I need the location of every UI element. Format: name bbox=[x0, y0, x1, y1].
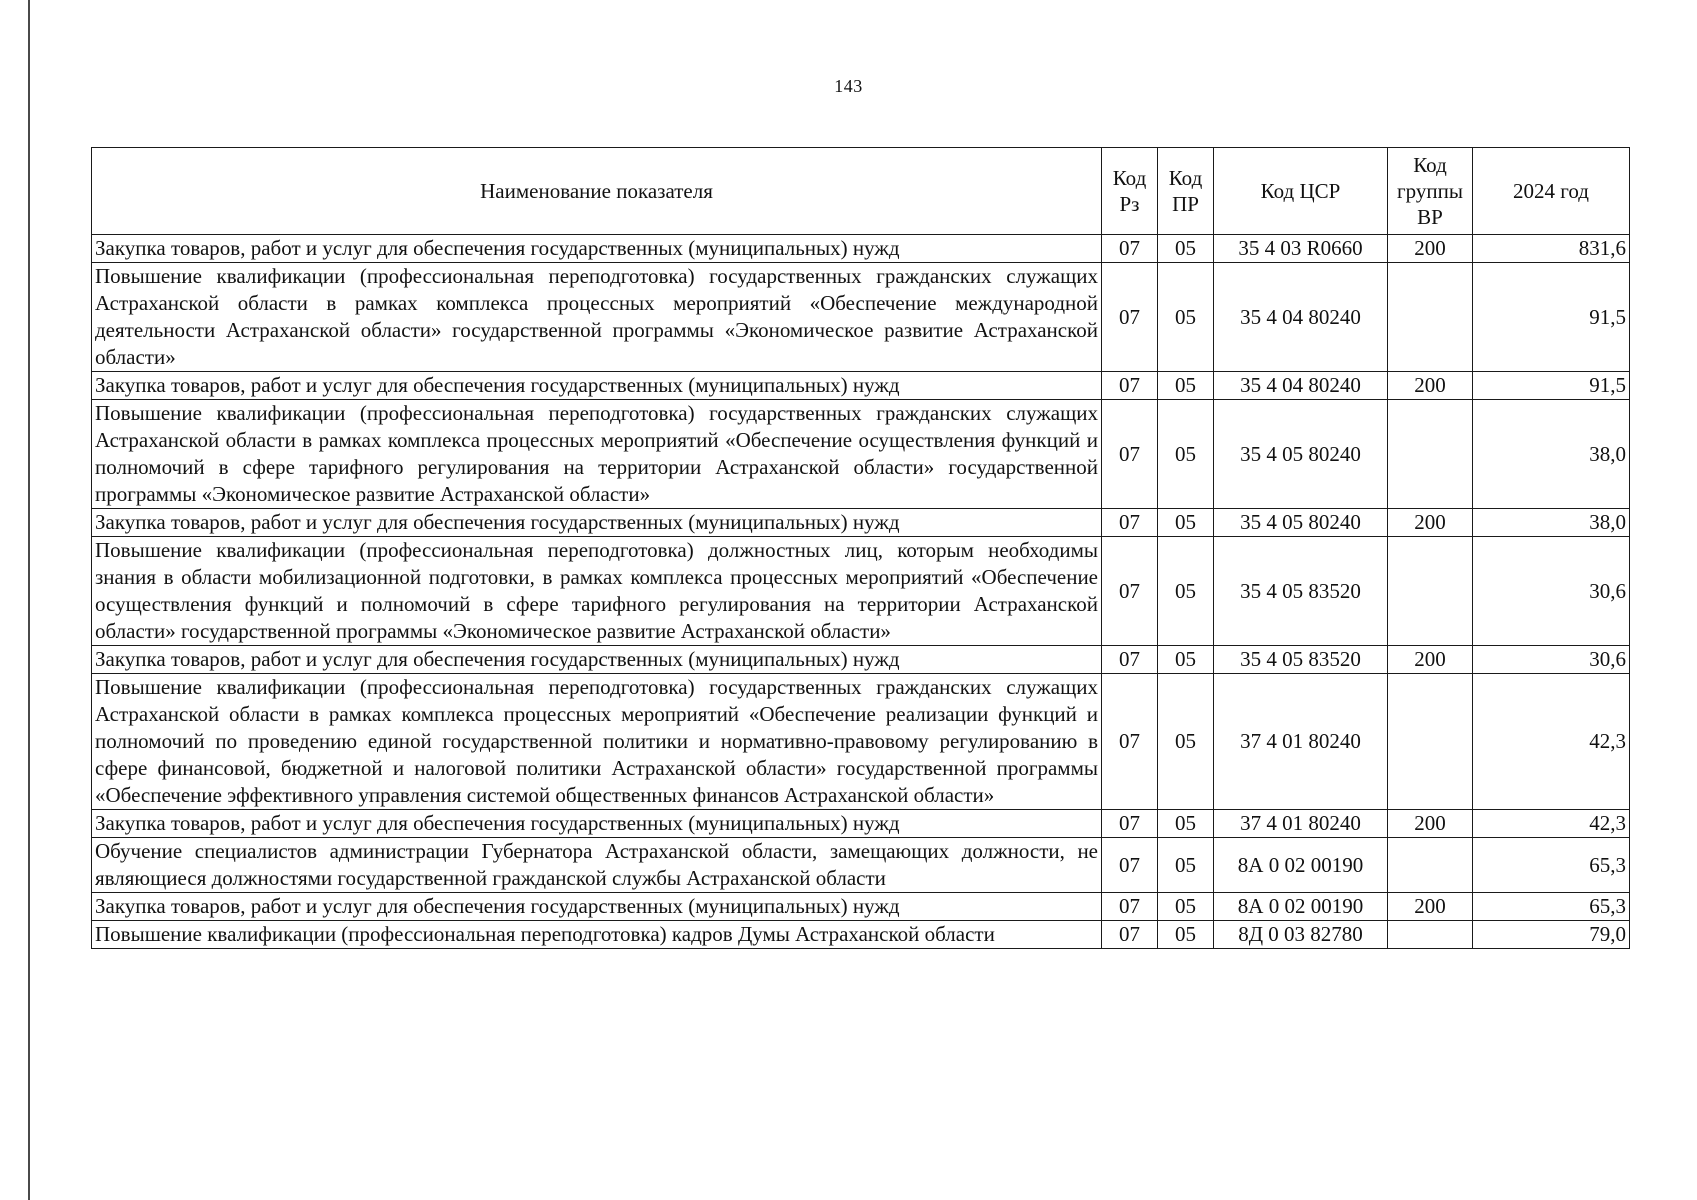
row-rz: 07 bbox=[1102, 400, 1158, 509]
row-vr: 200 bbox=[1388, 372, 1473, 400]
row-name: Закупка товаров, работ и услуг для обеспечения государственных (муниципальных) нужд bbox=[92, 893, 1102, 921]
row-vr bbox=[1388, 674, 1473, 810]
row-csr: 8А 0 02 00190 bbox=[1214, 838, 1388, 893]
row-csr: 35 4 05 83520 bbox=[1214, 537, 1388, 646]
row-value: 91,5 bbox=[1473, 372, 1630, 400]
row-pr: 05 bbox=[1158, 263, 1214, 372]
row-pr: 05 bbox=[1158, 400, 1214, 509]
row-pr: 05 bbox=[1158, 235, 1214, 263]
row-pr: 05 bbox=[1158, 674, 1214, 810]
table-row bbox=[92, 646, 1630, 674]
table-row bbox=[92, 509, 1630, 537]
row-pr: 05 bbox=[1158, 921, 1214, 949]
scan-edge-line bbox=[28, 0, 30, 1200]
row-rz: 07 bbox=[1102, 674, 1158, 810]
header-vr: Код группы ВР bbox=[1388, 148, 1473, 235]
row-rz: 07 bbox=[1102, 921, 1158, 949]
row-pr: 05 bbox=[1158, 893, 1214, 921]
row-rz: 07 bbox=[1102, 646, 1158, 674]
row-rz: 07 bbox=[1102, 263, 1158, 372]
row-value: 65,3 bbox=[1473, 838, 1630, 893]
row-value: 30,6 bbox=[1473, 646, 1630, 674]
header-csr: Код ЦСР bbox=[1214, 148, 1388, 235]
row-csr: 37 4 01 80240 bbox=[1214, 674, 1388, 810]
row-name: Закупка товаров, работ и услуг для обеспечения государственных (муниципальных) нужд bbox=[92, 646, 1102, 674]
row-name: Повышение квалификации (профессиональная переподготовка) государственных гражданских служащих Астраханской области в рамках комплекса процессных мероприятий «Обеспечение реализации функций и полномочий по проведению единой государственной политики и нормативно-правовому регулированию в сфере финансовой, бюджетной и налоговой политики Астраханской области» государственной программы «Обеспечение эффективного управления системой общественных финансов Астраханской области» bbox=[92, 674, 1102, 810]
row-value: 30,6 bbox=[1473, 537, 1630, 646]
row-vr: 200 bbox=[1388, 646, 1473, 674]
row-value: 42,3 bbox=[1473, 810, 1630, 838]
row-value: 38,0 bbox=[1473, 509, 1630, 537]
budget-table bbox=[91, 147, 1630, 949]
row-rz: 07 bbox=[1102, 537, 1158, 646]
row-value: 38,0 bbox=[1473, 400, 1630, 509]
row-name: Повышение квалификации (профессиональная переподготовка) государственных гражданских служащих Астраханской области в рамках комплекса процессных мероприятий «Обеспечение международной деятельности Астраханской области» государственной программы «Экономическое развитие Астраханской области» bbox=[92, 263, 1102, 372]
row-vr: 200 bbox=[1388, 810, 1473, 838]
row-name: Закупка товаров, работ и услуг для обеспечения государственных (муниципальных) нужд bbox=[92, 372, 1102, 400]
table-row bbox=[92, 537, 1630, 646]
header-pr: Код ПР bbox=[1158, 148, 1214, 235]
table-row bbox=[92, 893, 1630, 921]
row-name: Повышение квалификации (профессиональная переподготовка) кадров Думы Астраханской области bbox=[92, 921, 1102, 949]
row-csr: 35 4 03 R0660 bbox=[1214, 235, 1388, 263]
row-value: 65,3 bbox=[1473, 893, 1630, 921]
row-name: Повышение квалификации (профессиональная переподготовка) государственных гражданских служащих Астраханской области в рамках комплекса процессных мероприятий «Обеспечение осуществления функций и полномочий в сфере тарифного регулирования на территории Астраханской области» государственной программы «Экономическое развитие Астраханской области» bbox=[92, 400, 1102, 509]
row-csr: 35 4 04 80240 bbox=[1214, 263, 1388, 372]
row-csr: 35 4 05 80240 bbox=[1214, 509, 1388, 537]
row-rz: 07 bbox=[1102, 509, 1158, 537]
row-value: 831,6 bbox=[1473, 235, 1630, 263]
row-csr: 35 4 05 83520 bbox=[1214, 646, 1388, 674]
row-value: 42,3 bbox=[1473, 674, 1630, 810]
table-row bbox=[92, 674, 1630, 810]
row-vr: 200 bbox=[1388, 893, 1473, 921]
table-row bbox=[92, 400, 1630, 509]
row-csr: 8Д 0 03 82780 bbox=[1214, 921, 1388, 949]
table-row bbox=[92, 263, 1630, 372]
row-csr: 35 4 04 80240 bbox=[1214, 372, 1388, 400]
row-pr: 05 bbox=[1158, 372, 1214, 400]
table-row bbox=[92, 810, 1630, 838]
row-name: Закупка товаров, работ и услуг для обеспечения государственных (муниципальных) нужд bbox=[92, 235, 1102, 263]
row-vr: 200 bbox=[1388, 509, 1473, 537]
row-vr bbox=[1388, 263, 1473, 372]
header-year: 2024 год bbox=[1473, 148, 1630, 235]
row-vr bbox=[1388, 537, 1473, 646]
row-rz: 07 bbox=[1102, 235, 1158, 263]
row-rz: 07 bbox=[1102, 838, 1158, 893]
row-pr: 05 bbox=[1158, 838, 1214, 893]
row-csr: 37 4 01 80240 bbox=[1214, 810, 1388, 838]
table-row bbox=[92, 921, 1630, 949]
row-rz: 07 bbox=[1102, 372, 1158, 400]
row-vr: 200 bbox=[1388, 235, 1473, 263]
header-rz: Код Рз bbox=[1102, 148, 1158, 235]
row-name: Закупка товаров, работ и услуг для обеспечения государственных (муниципальных) нужд bbox=[92, 509, 1102, 537]
header-name: Наименование показателя bbox=[92, 148, 1102, 235]
row-value: 91,5 bbox=[1473, 263, 1630, 372]
row-pr: 05 bbox=[1158, 646, 1214, 674]
row-name: Закупка товаров, работ и услуг для обеспечения государственных (муниципальных) нужд bbox=[92, 810, 1102, 838]
row-rz: 07 bbox=[1102, 810, 1158, 838]
row-pr: 05 bbox=[1158, 537, 1214, 646]
row-csr: 35 4 05 80240 bbox=[1214, 400, 1388, 509]
row-vr bbox=[1388, 400, 1473, 509]
table-row bbox=[92, 372, 1630, 400]
row-name: Обучение специалистов администрации Губернатора Астраханской области, замещающих должности, не являющиеся должностями государственной гражданской службы Астраханской области bbox=[92, 838, 1102, 893]
row-name: Повышение квалификации (профессиональная переподготовка) должностных лиц, которым необходимы знания в области мобилизационной подготовки, в рамках комплекса процессных мероприятий «Обеспечение осуществления функций и полномочий в сфере тарифного регулирования на территории Астраханской области» государственной программы «Экономическое развитие Астраханской области» bbox=[92, 537, 1102, 646]
row-rz: 07 bbox=[1102, 893, 1158, 921]
row-value: 79,0 bbox=[1473, 921, 1630, 949]
page-number: 143 bbox=[834, 76, 863, 96]
row-pr: 05 bbox=[1158, 509, 1214, 537]
table-header-row bbox=[92, 148, 1630, 235]
row-pr: 05 bbox=[1158, 810, 1214, 838]
row-vr bbox=[1388, 838, 1473, 893]
row-csr: 8А 0 02 00190 bbox=[1214, 893, 1388, 921]
table-row bbox=[92, 235, 1630, 263]
row-vr bbox=[1388, 921, 1473, 949]
table-row bbox=[92, 838, 1630, 893]
